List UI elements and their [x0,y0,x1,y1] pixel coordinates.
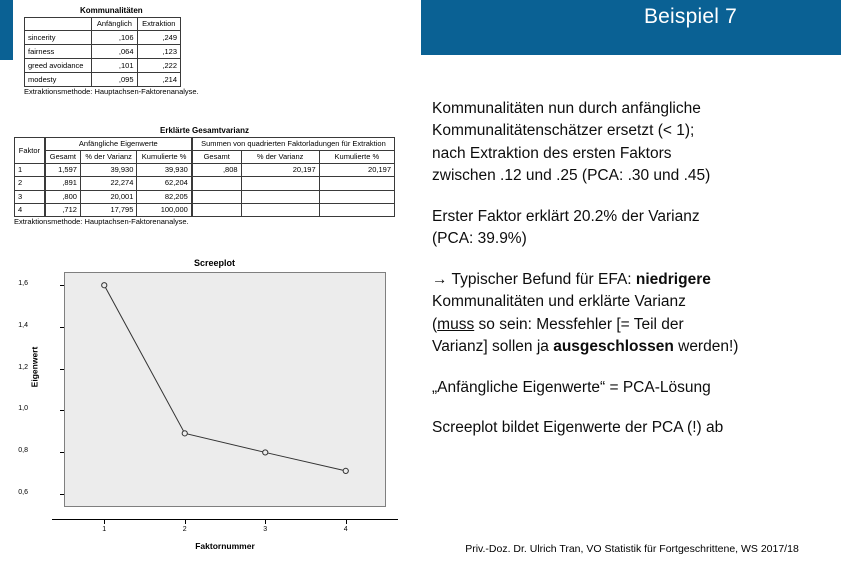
table-row [25,59,181,73]
col-head-varianz: % der Varianz [80,151,136,164]
cell-label: sincerity [25,31,92,45]
cell-e-kumuliert [319,203,394,216]
p3-seg5: Varianz] sollen ja [432,338,554,356]
cell-extraktion: ,214 [137,73,180,87]
cell-anfaenglich: ,101 [92,59,137,73]
cell-e-gesamt: ,808 [192,164,241,177]
x-axis-tick-mark [104,519,105,524]
paragraph-1 [432,98,832,188]
cell-gesamt: 1,597 [45,164,81,177]
table-header-row [25,18,181,31]
p3-seg6: werden!) [673,338,739,356]
col-head-kumuliert: Kumulierte % [137,151,192,164]
paragraph-5: Screeplot bildet Eigenwerte der PCA (!) ab [432,419,724,437]
cell-extraktion: ,123 [137,45,180,59]
group-head-summen-faktorladungen: Summen von quadrierten Faktorladungen für Extraktion [192,138,395,151]
page-title: Beispiel 7 [643,5,737,28]
y-axis-tick-label: 1,4 [18,321,28,329]
table-row [15,190,395,203]
y-axis-tick-label: 1,2 [18,363,28,371]
cell-extraktion: ,249 [137,31,180,45]
header-banner [421,0,841,55]
cell-faktor: 1 [15,164,45,177]
cell-anfaenglich: ,095 [92,73,137,87]
left-accent-bar [0,0,13,60]
plot-area [64,272,386,507]
chart-title: Screeplot [193,258,235,268]
variance-table-block [14,126,395,226]
cell-e-gesamt [192,177,241,190]
table-row [25,73,181,87]
p3-seg3: ( [432,315,438,333]
p1-line2: Kommunalitätenschätzer ersetzt (< 1); [432,122,695,140]
cell-e-kumuliert [319,190,394,203]
cell-kumuliert: 100,000 [137,203,192,216]
cell-faktor: 4 [15,203,45,216]
col-head-gesamt: Gesamt [45,151,81,164]
communalities-note: Extraktionsmethode: Hauptachsen-Faktorenanalyse. [24,87,199,97]
cell-e-varianz [241,177,319,190]
cell-label: modesty [25,73,92,87]
y-axis-tick-mark [60,494,64,495]
col-head-e-varianz: % der Varianz [241,151,319,164]
communalities-table [24,17,181,87]
paragraph-2 [432,206,832,251]
variance-caption: Erklärte Gesamtvarianz [160,126,249,135]
table-row [15,203,395,216]
x-axis-tick-mark [185,519,186,524]
x-axis-tick-mark [265,519,266,524]
y-axis-tick-label: 1,0 [18,405,28,413]
cell-e-gesamt [192,203,241,216]
cell-anfaenglich: ,106 [92,31,137,45]
cell-kumuliert: 39,930 [137,164,192,177]
p3-seg4: so sein: Messfehler [= Teil der [474,315,684,333]
cell-kumuliert: 62,204 [137,177,192,190]
cell-varianz: 20,001 [80,190,136,203]
p3-underline-muss: muss [437,315,475,333]
paragraph-3 [432,269,832,359]
y-axis-tick-mark [60,410,64,411]
variance-table [14,137,395,217]
cell-e-varianz [241,190,319,203]
p3-seg1: → Typischer Befund für EFA: [432,270,636,288]
cell-varianz: 39,930 [80,164,136,177]
p1-line1: Kommunalitäten nun durch anfängliche [432,100,701,117]
p1-line3: nach Extraktion des ersten Faktors [432,144,672,162]
table-row [25,31,181,45]
x-axis-tick-label: 3 [263,526,268,533]
table-row [15,164,395,177]
x-axis-tick-label: 4 [343,526,348,533]
y-axis-tick-mark [60,452,64,453]
cell-e-varianz: 20,197 [241,164,319,177]
p3-bold-ausgeschlossen: ausgeschlossen [553,338,674,356]
cell-gesamt: ,800 [45,190,81,203]
table-group-header-row [15,138,395,151]
x-axis-tick-label: 1 [102,526,107,533]
cell-e-gesamt [192,190,241,203]
col-head-e-kumuliert: Kumulierte % [319,151,394,164]
p2-line2: (PCA: 39.9%) [432,230,527,248]
col-head-e-gesamt: Gesamt [192,151,241,164]
table-row [15,177,395,190]
footer-attribution: Priv.-Doz. Dr. Ulrich Tran, VO Statistik für Fortgeschrittene, WS 2017/18 [465,543,799,555]
variance-note: Extraktionsmethode: Hauptachsen-Faktorenanalyse. [14,216,189,226]
y-axis-tick-label: 0,8 [18,447,28,455]
cell-kumuliert: 82,205 [137,190,192,203]
cell-gesamt: ,891 [45,177,81,190]
cell-faktor: 2 [15,177,45,190]
y-axis-title: Eigenwert [29,346,40,388]
y-axis-tick-mark [60,285,64,286]
p1-line4: zwischen .12 und .25 (PCA: .30 und .45) [432,167,711,185]
p3-bold-niedrigere: niedrigere [635,270,711,288]
col-head-faktor: Faktor [15,138,45,164]
x-axis-title: Faktornummer [195,541,255,551]
table-row [25,45,181,59]
cell-e-kumuliert [319,177,394,190]
cell-label: fairness [25,45,92,59]
cell-extraktion: ,222 [137,59,180,73]
col-head-blank [25,18,92,31]
communalities-caption: Kommunalitäten [80,6,143,15]
group-head-anfaengliche-eigenwerte: Anfängliche Eigenwerte [45,138,192,151]
p2-line1: Erster Faktor erklärt 20.2% der Varianz [432,207,700,225]
cell-e-varianz [241,203,319,216]
col-head-anfaenglich: Anfänglich [92,18,137,31]
cell-varianz: 17,795 [80,203,136,216]
screeplot-chart [18,258,407,553]
cell-faktor: 3 [15,190,45,203]
y-axis-tick-mark [60,327,64,328]
paragraph-4: „Anfängliche Eigenwerte“ = PCA-Lösung [432,378,711,396]
x-axis-tick-label: 2 [182,526,187,533]
body-text-column [432,98,832,440]
col-head-extraktion: Extraktion [137,18,180,31]
x-axis-tick-mark [346,519,347,524]
y-axis-tick-label: 0,6 [18,489,28,497]
cell-varianz: 22,274 [80,177,136,190]
y-axis-tick-mark [60,369,64,370]
cell-gesamt: ,712 [45,203,81,216]
cell-anfaenglich: ,064 [92,45,137,59]
cell-label: greed avoidance [25,59,92,73]
cell-e-kumuliert: 20,197 [319,164,394,177]
y-axis-tick-label: 1,6 [18,279,28,287]
communalities-table-block [24,6,199,97]
p3-seg2: Kommunalitäten und erklärte Varianz [432,293,686,311]
table-header-row [15,151,395,164]
